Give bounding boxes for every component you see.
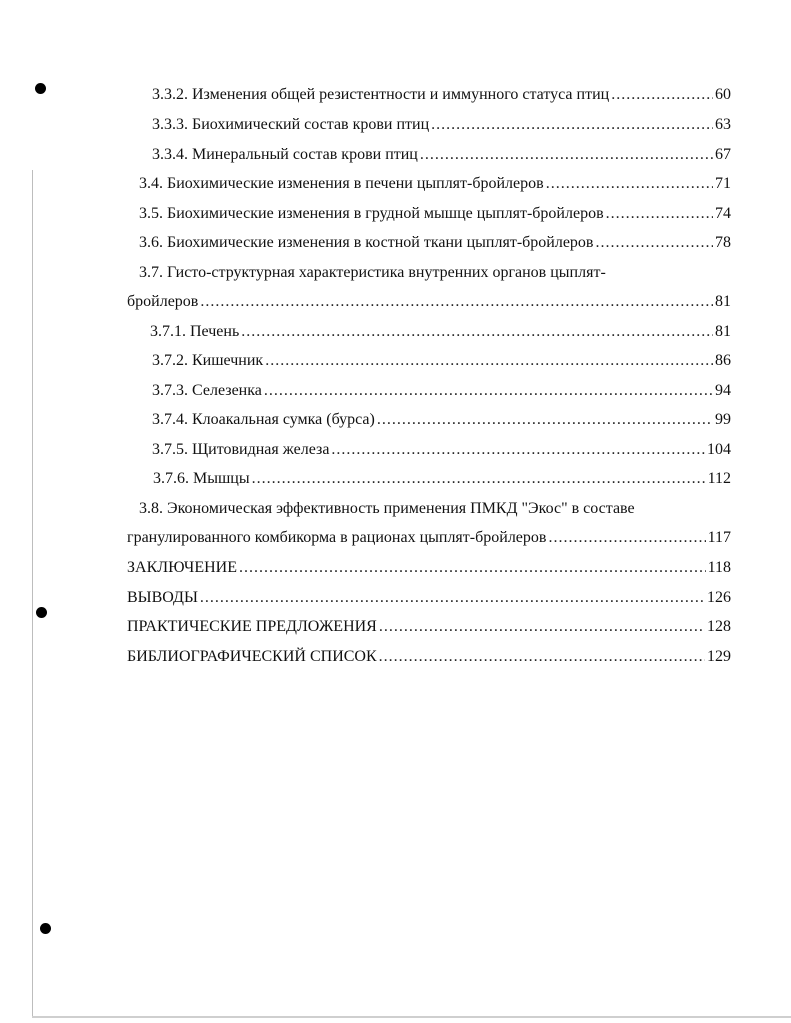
toc-page-number: 74 xyxy=(715,205,731,222)
toc-entry-label: 3.7.1. Печень xyxy=(150,323,240,340)
toc-entry-3-7-line1: 3.7. Гисто-структурная характеристика внутренних органов цыплят- xyxy=(139,264,606,281)
punch-hole-middle xyxy=(36,607,47,618)
toc-entry-label: 3.6. Биохимические изменения в костной ткани цыплят-бройлеров xyxy=(139,234,594,251)
toc-entry-3-7-6 xyxy=(153,467,731,491)
toc-leader-dots xyxy=(265,349,713,373)
toc-page-number: 81 xyxy=(715,323,731,340)
toc-entry-label: 3.3.2. Изменения общей резистентности и иммунного статуса птиц xyxy=(152,86,610,103)
toc-leader-dots xyxy=(431,113,713,137)
toc-entry-label: 3.7.6. Мышцы xyxy=(153,470,250,487)
toc-entry-label: ВЫВОДЫ xyxy=(127,589,198,606)
toc-leader-dots xyxy=(200,290,713,314)
scan-bottom-line xyxy=(32,1016,791,1018)
toc-leader-dots xyxy=(379,615,705,639)
toc-entry-label: 3.7.2. Кишечник xyxy=(152,352,264,369)
toc-entry-conclusion xyxy=(127,556,731,580)
toc-page-number: 86 xyxy=(715,352,731,369)
punch-hole-top xyxy=(35,83,46,94)
toc-entry-label: БИБЛИОГРАФИЧЕСКИЙ СПИСОК xyxy=(127,648,377,665)
toc-entry-bibliography xyxy=(127,645,731,669)
toc-entry-3-3-4 xyxy=(152,143,731,167)
toc-page-number: 118 xyxy=(707,559,731,576)
toc-page-number: 117 xyxy=(707,529,731,546)
toc-page-number: 129 xyxy=(707,648,731,665)
toc-entry-label: ЗАКЛЮЧЕНИЕ xyxy=(127,559,237,576)
toc-page-number: 63 xyxy=(715,116,731,133)
toc-entry-label: 3.7.3. Селезенка xyxy=(152,382,262,399)
toc-entry-3-4 xyxy=(139,172,731,196)
toc-page-number: 126 xyxy=(707,589,731,606)
toc-page-number: 112 xyxy=(707,470,731,487)
toc-entry-proposals xyxy=(127,615,731,639)
toc-leader-dots xyxy=(377,408,713,432)
toc-leader-dots xyxy=(239,556,706,580)
toc-leader-dots xyxy=(241,320,713,344)
toc-page-number: 128 xyxy=(707,618,731,635)
toc-leader-dots xyxy=(546,172,713,196)
toc-entry-3-8-line2 xyxy=(127,526,731,550)
toc-entry-label: 3.3.3. Биохимический состав крови птиц xyxy=(152,116,430,133)
toc-entry-findings xyxy=(127,586,731,610)
toc-leader-dots xyxy=(548,526,705,550)
toc-entry-label: ПРАКТИЧЕСКИЕ ПРЕДЛОЖЕНИЯ xyxy=(127,618,377,635)
toc-leader-dots xyxy=(264,379,713,403)
toc-entry-label: гранулированного комбикорма в рационах цыплят-бройлеров xyxy=(127,529,547,546)
toc-entry-label: 3.7.5. Щитовидная железа xyxy=(152,441,330,458)
toc-page-number: 99 xyxy=(715,411,731,428)
toc-page-number: 60 xyxy=(715,86,731,103)
toc-entry-3-3-2 xyxy=(152,83,731,107)
toc-entry-label: 3.5. Биохимические изменения в грудной мышце цыплят-бройлеров xyxy=(139,205,604,222)
scan-edge-line xyxy=(32,170,33,1016)
toc-page-number: 78 xyxy=(715,234,731,251)
toc-entry-3-5 xyxy=(139,202,731,226)
toc-leader-dots xyxy=(331,438,705,462)
toc-entry-3-7-4 xyxy=(152,408,731,432)
toc-page-number: 104 xyxy=(707,441,731,458)
toc-entry-3-7-2 xyxy=(152,349,731,373)
toc-page-number: 94 xyxy=(715,382,731,399)
toc-entry-3-7-5 xyxy=(152,438,731,462)
toc-page-number: 67 xyxy=(715,146,731,163)
toc-leader-dots xyxy=(606,202,713,226)
toc-leader-dots xyxy=(379,645,705,669)
toc-entry-label: 3.3.4. Минеральный состав крови птиц xyxy=(152,146,418,163)
toc-leader-dots xyxy=(611,83,713,107)
toc-entry-label: 3.4. Биохимические изменения в печени цыплят-бройлеров xyxy=(139,175,544,192)
toc-entry-3-6 xyxy=(139,231,731,255)
punch-hole-bottom xyxy=(40,923,51,934)
toc-page-number: 71 xyxy=(715,175,731,192)
toc-entry-3-3-3 xyxy=(152,113,731,137)
toc-entry-3-7-3 xyxy=(152,379,731,403)
toc-entry-3-8-line1: 3.8. Экономическая эффективность применения ПМКД "Экос" в составе xyxy=(139,500,635,517)
toc-entry-3-7-line2 xyxy=(127,290,731,314)
toc-leader-dots xyxy=(420,143,713,167)
toc-entry-label: бройлеров xyxy=(127,293,199,310)
toc-entry-3-7-1 xyxy=(150,320,731,344)
toc-leader-dots xyxy=(252,467,706,491)
toc-entry-label: 3.7.4. Клоакальная сумка (бурса) xyxy=(152,411,375,428)
toc-page-number: 81 xyxy=(715,293,731,310)
toc-leader-dots xyxy=(200,586,705,610)
toc-leader-dots xyxy=(595,231,713,255)
